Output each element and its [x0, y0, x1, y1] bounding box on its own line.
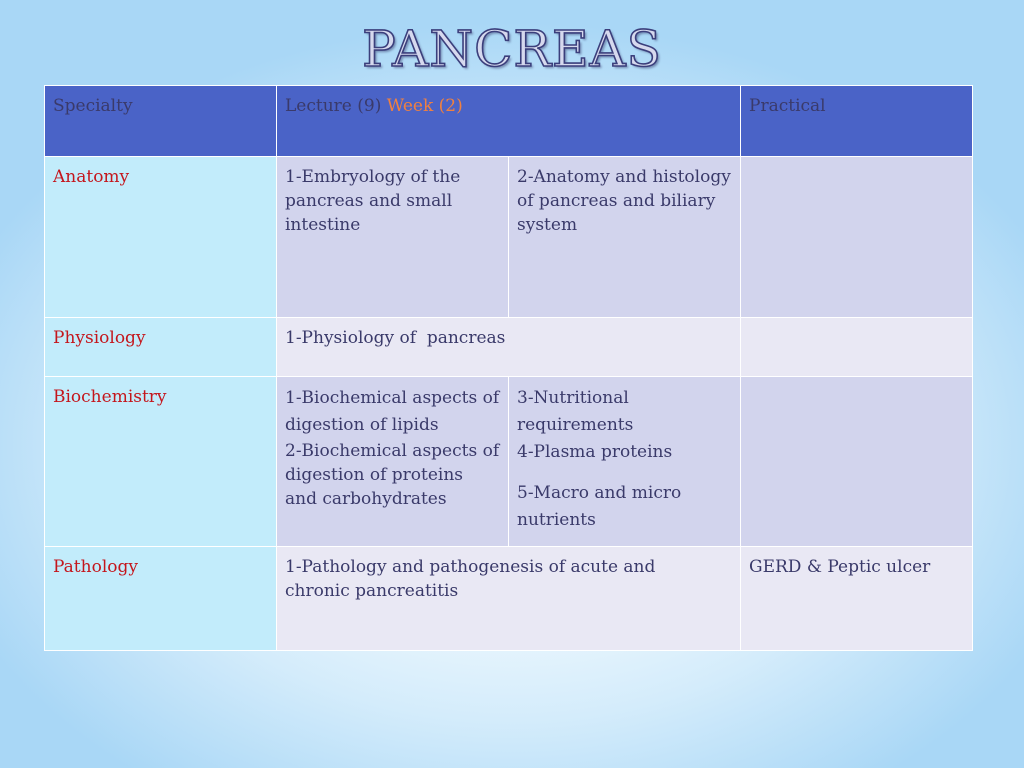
table-row-pathology: [45, 547, 973, 651]
lecture-item-nutritional: 3-Nutritional requirements: [517, 388, 634, 435]
practical-cell-physiology: [741, 318, 973, 377]
lecture-cell-biochemistry-2: [509, 377, 741, 547]
lecture-cell-anatomy-2: 2-Anatomy and histology of pancreas and biliary system: [509, 157, 741, 318]
schedule-table: [44, 85, 973, 651]
header-row: [45, 86, 973, 157]
page-title: PANCREAS: [362, 20, 662, 78]
lecture-cell-physiology-1: 1-Physiology of pancreas: [277, 318, 741, 377]
table-row-physiology: [45, 318, 973, 377]
lecture-item-macro-micro: 5-Macro and micro nutrients: [517, 483, 682, 530]
header-lecture: [277, 86, 741, 157]
lecture-item-biochem-lipids: 1-Biochemical aspects of digestion of lipids: [285, 388, 500, 435]
header-lecture-label: Lecture (9): [285, 96, 382, 116]
practical-cell-pathology: GERD & Peptic ulcer: [741, 547, 973, 651]
specialty-cell-biochemistry: Biochemistry: [45, 377, 277, 547]
lecture-item-biochem-proteins: 2-Biochemical aspects of digestion of proteins and carbohydrates: [285, 441, 500, 509]
practical-cell-biochemistry: [741, 377, 973, 547]
lecture-item-plasma-proteins: 4-Plasma proteins: [517, 442, 673, 462]
specialty-cell-physiology: Physiology: [45, 318, 277, 377]
table-row-anatomy: [45, 157, 973, 318]
header-practical: Practical: [741, 86, 973, 157]
header-specialty: Specialty: [45, 86, 277, 157]
specialty-cell-anatomy: Anatomy: [45, 157, 277, 318]
lecture-cell-pathology-1: 1-Pathology and pathogenesis of acute and chronic pancreatitis: [277, 547, 741, 651]
lecture-cell-biochemistry-1: [277, 377, 509, 547]
table-row-biochemistry: [45, 377, 973, 547]
specialty-cell-pathology: Pathology: [45, 547, 277, 651]
header-week: Week (2): [386, 96, 463, 116]
lecture-cell-anatomy-1: 1-Embryology of the pancreas and small intestine: [277, 157, 509, 318]
practical-cell-anatomy: [741, 157, 973, 318]
